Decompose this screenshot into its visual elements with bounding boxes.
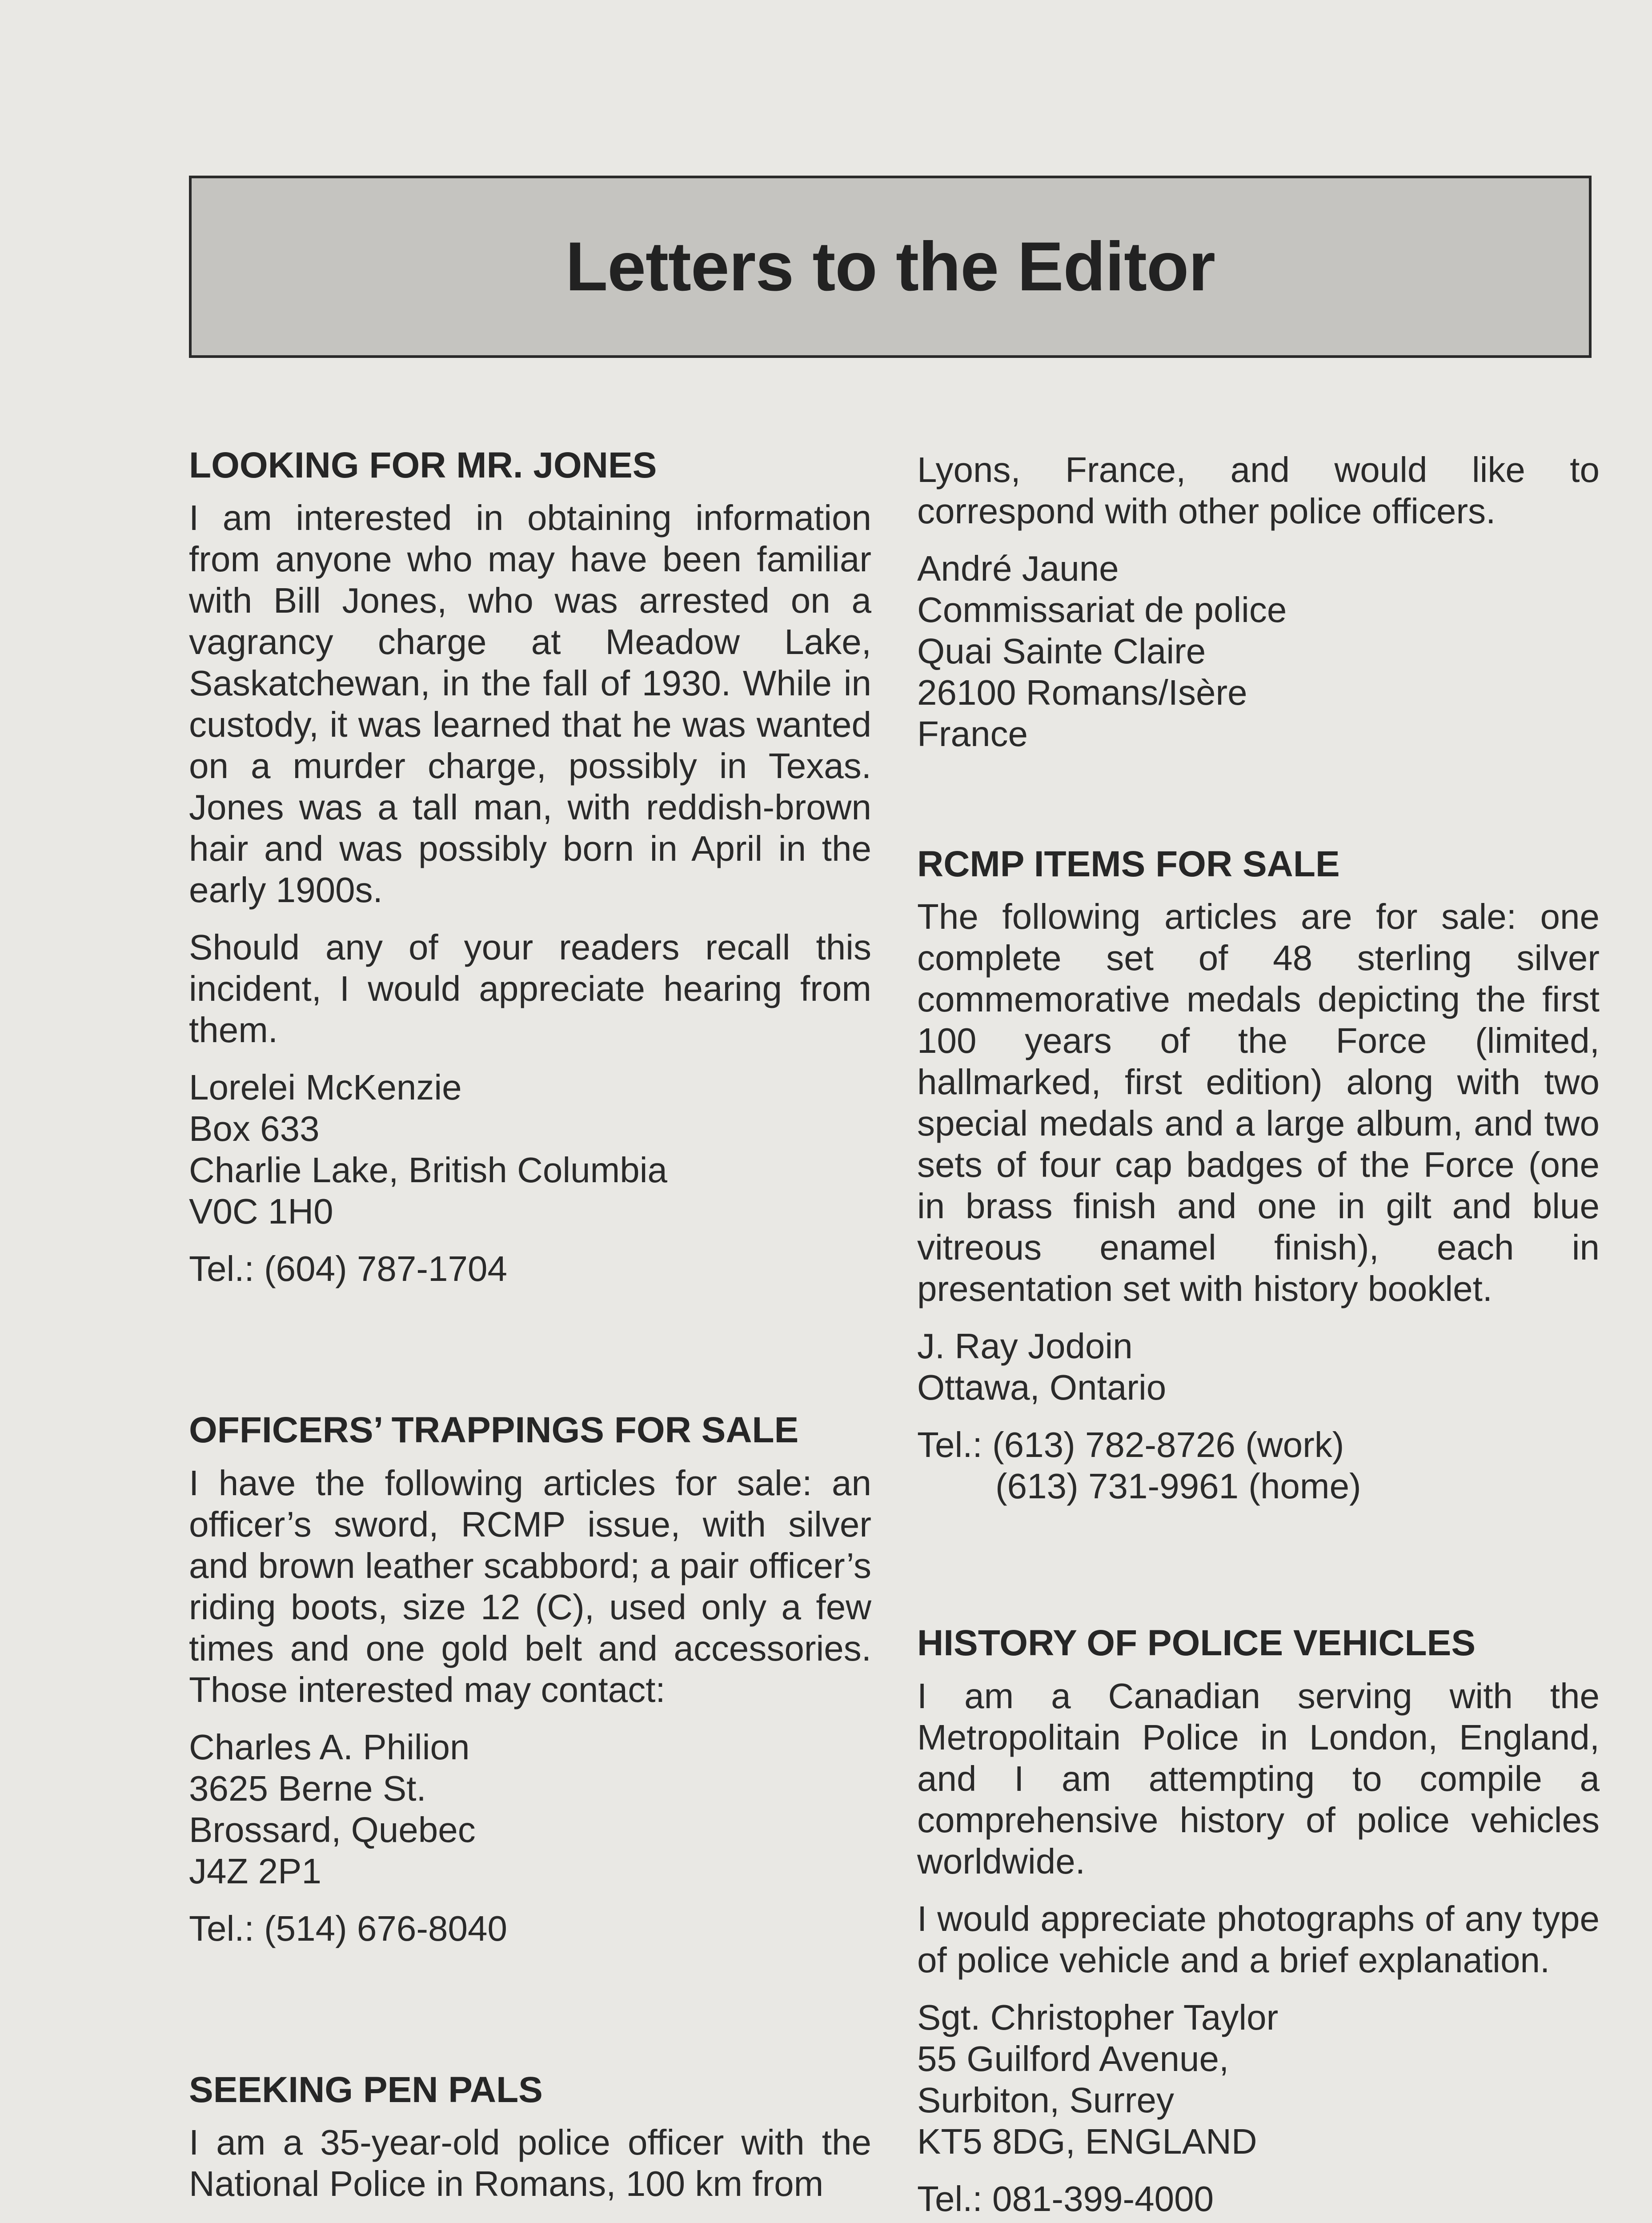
address-line: Sgt. Christopher Taylor	[917, 1997, 1279, 2037]
contact-address	[917, 1997, 1600, 2162]
title-banner	[189, 176, 1592, 358]
telephone: Tel.: 081-399-4000	[917, 2179, 1214, 2219]
paragraph: I am a 35-year-old police officer with the National Police in Romans, 100 km from	[189, 2122, 871, 2203]
address-line: Commissariat de police	[917, 590, 1287, 630]
paragraph: The following articles are for sale: one complete set of 48 sterling silver commemorative medals depicting the first 100 years of the Force (limited, hallmarked, first edition) along with two special medals and a large album, and two sets of four cap badges of the Force (one in brass finish and one in gilt and blue vitreous enamel finish), each in presentation set with history booklet.	[917, 897, 1600, 1309]
contact-address	[917, 1325, 1600, 1408]
section-heading: LOOKING FOR MR. JONES	[189, 445, 657, 486]
paragraph: Lyons, France, and would like to correspond with other police officers.	[917, 450, 1600, 531]
section-heading: HISTORY OF POLICE VEHICLES	[917, 1623, 1476, 1664]
address-line: V0C 1H0	[189, 1192, 333, 1232]
address-line: André Jaune	[917, 549, 1119, 588]
page-title: Letters to the Editor	[565, 228, 1215, 305]
section-looking-for-mr-jones	[189, 445, 871, 1289]
address-line: Lorelei McKenzie	[189, 1067, 462, 1107]
left-column	[189, 445, 871, 2220]
paragraph: I am a Canadian serving with the Metropolitain Police in London, England, and I am attempting to compile a comprehensive history of police vehicles worldwide.	[917, 1676, 1600, 1881]
telephone: Tel.: (514) 676-8040	[189, 1908, 508, 1948]
section-seeking-pen-pals	[189, 2069, 871, 2204]
address-line: Box 633	[189, 1109, 320, 1149]
section-heading: OFFICERS’ TRAPPINGS FOR SALE	[189, 1410, 799, 1451]
address-line: Brossard, Quebec	[189, 1810, 476, 1850]
address-line: J. Ray Jodoin	[917, 1326, 1133, 1366]
telephone: Tel.: (604) 787-1704	[189, 1249, 508, 1289]
paragraph: I have the following articles for sale: an officer’s sword, RCMP issue, with silver and brown leather scabbord; a pair officer’s riding boots, size 12 (C), used only a few times and one gold belt and accessories. Those interested may contact:	[189, 1463, 871, 1709]
address-line: France	[917, 714, 1028, 754]
section-heading: SEEKING PEN PALS	[189, 2069, 543, 2110]
section-rcmp-items-for-sale	[917, 843, 1600, 1507]
paragraph: I am interested in obtaining information from anyone who may have been familiar with Bill Jones, who was arrested on a vagrancy charge at Meadow Lake, Saskatchewan, in the fall of 1930. While in custody, it was learned that he was wanted on a murder charge, possibly in Texas. Jones was a tall man, with reddish-brown hair and was possibly born in April in the early 1900s.	[189, 498, 871, 910]
section-pen-pals-continued	[917, 449, 1600, 754]
section-history-of-police-vehicles	[917, 1622, 1600, 2219]
paragraph: Should any of your readers recall this incident, I would appreciate hearing from them.	[189, 927, 871, 1050]
address-line: 3625 Berne St.	[189, 1768, 426, 1808]
address-line: KT5 8DG, ENGLAND	[917, 2121, 1257, 2161]
address-line: Charlie Lake, British Columbia	[189, 1150, 668, 1190]
address-line: Ottawa, Ontario	[917, 1368, 1167, 1408]
telephone-work: Tel.: (613) 782-8726 (work)	[917, 1425, 1344, 1465]
address-line: J4Z 2P1	[189, 1851, 321, 1891]
section-heading: RCMP ITEMS FOR SALE	[917, 844, 1340, 884]
contact-address	[917, 548, 1600, 754]
address-line: Surbiton, Surrey	[917, 2080, 1175, 2120]
address-line: 55 Guilford Avenue,	[917, 2038, 1229, 2079]
right-column	[917, 449, 1600, 2219]
section-officers-trappings	[189, 1409, 871, 1949]
address-line: 26100 Romans/Isère	[917, 673, 1247, 712]
paragraph: I would appreciate photographs of any type of police vehicle and a brief explanation.	[917, 1898, 1600, 1980]
address-line: Charles A. Philion	[189, 1727, 470, 1767]
address-line: Quai Sainte Claire	[917, 631, 1206, 671]
telephone-home: (613) 731-9961 (home)	[995, 1466, 1361, 1506]
contact-address	[189, 1067, 871, 1232]
contact-address	[189, 1726, 871, 1892]
